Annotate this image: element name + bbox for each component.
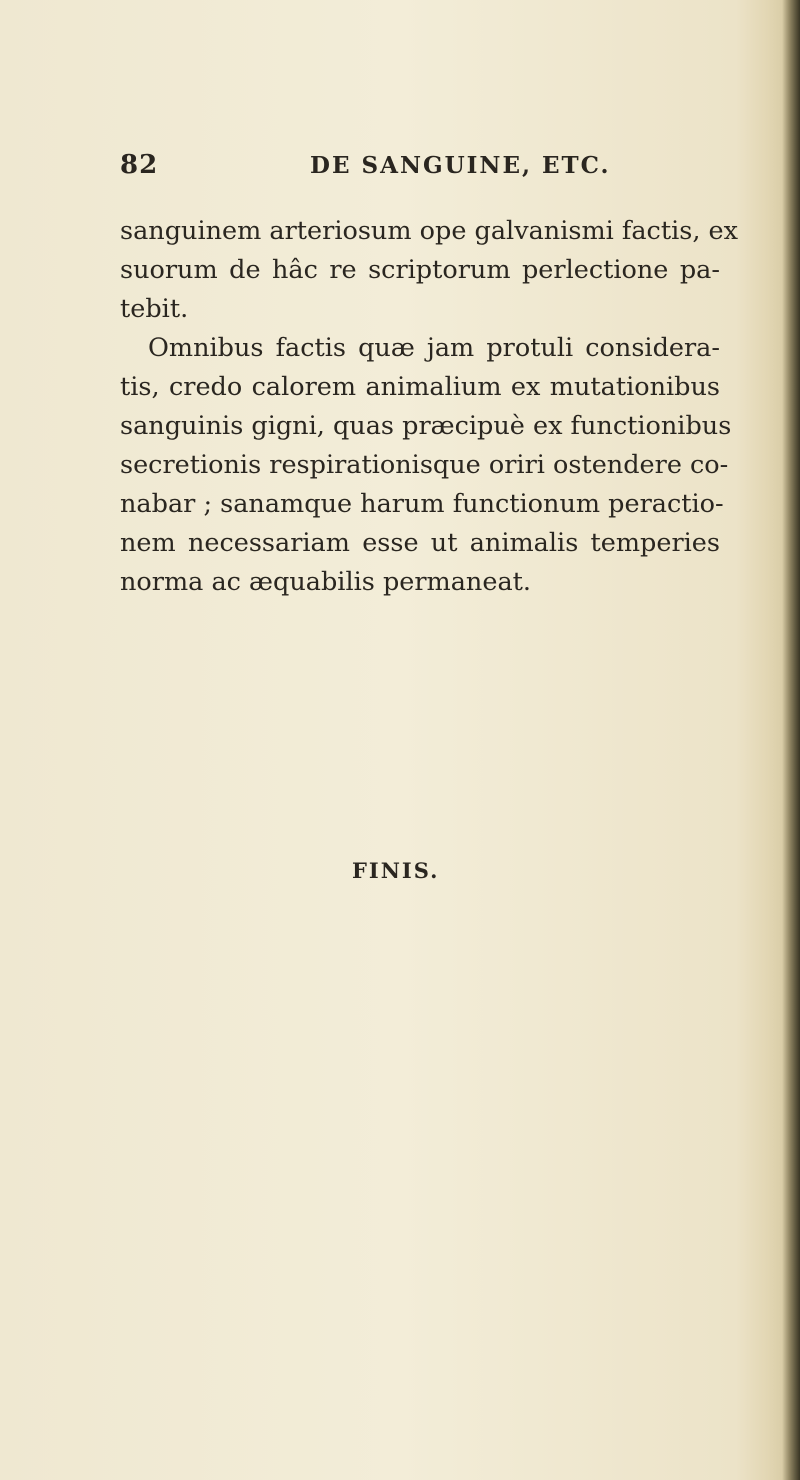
text-line: nabar ; sanamque harum functionum peractio- [120, 489, 724, 519]
page-number: 82 [120, 150, 159, 180]
text-line: suorum de hâc re scriptorum perlectione pa- [120, 255, 720, 285]
page-header [120, 150, 690, 190]
text-line: norma ac æquabilis permaneat. [120, 567, 532, 597]
text-line: tis, credo calorem animalium ex mutationibus [120, 372, 720, 402]
text-line: tebit. [120, 294, 189, 324]
text-line: secretionis respirationisque oriri ostendere co- [120, 450, 729, 480]
text-line: sanguinem arteriosum ope galvanismi factis, ex [120, 216, 739, 246]
text-line: nem necessariam esse ut animalis temperies [120, 528, 720, 558]
body-text [120, 212, 739, 602]
text-line: Omnibus factis quæ jam protuli considera- [148, 333, 720, 363]
text-line: sanguinis gigni, quas præcipuè ex functionibus [120, 411, 732, 441]
running-head: DE SANGUINE, ETC. [310, 152, 611, 179]
page-edge-shadow [782, 0, 800, 1480]
finis-label: FINIS. [352, 858, 440, 883]
